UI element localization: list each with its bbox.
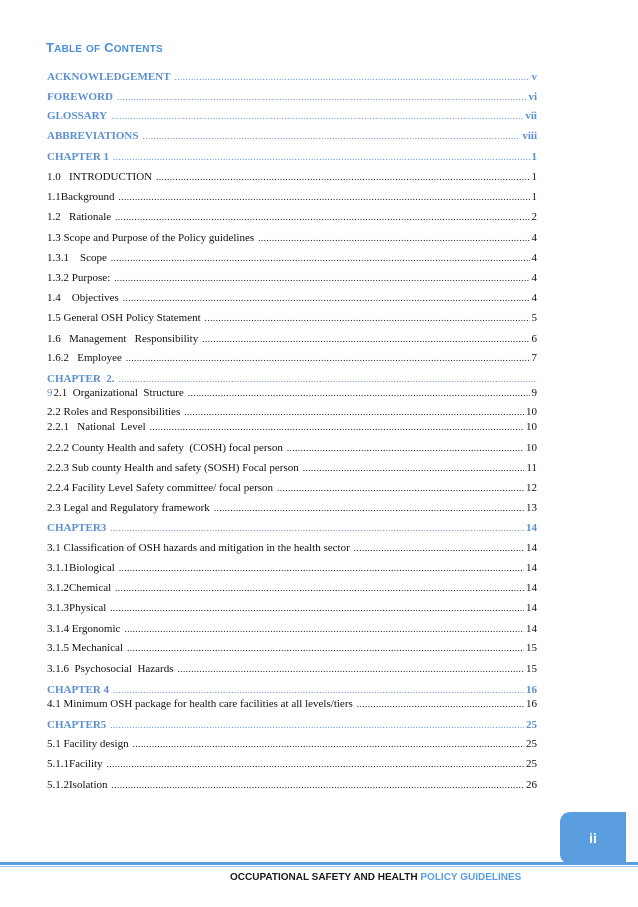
toc-entry[interactable] — [47, 663, 537, 676]
toc-entry-title: 1.2 Rationale — [47, 211, 112, 223]
toc-chapter-entry[interactable] — [47, 684, 537, 697]
toc-leader-dots — [205, 312, 530, 325]
toc-leader-dots — [110, 719, 524, 732]
toc-leader-dots — [117, 91, 526, 104]
toc-entry-page: 14 — [526, 582, 537, 594]
toc-leader-dots — [114, 272, 529, 285]
toc-leader-dots — [143, 130, 521, 143]
toc-leader-dots — [354, 542, 524, 555]
toc-entry[interactable] — [47, 421, 537, 434]
toc-entry-page: 10 — [526, 442, 537, 454]
toc-entry-page: 16 — [526, 684, 537, 696]
toc-entry-title: 1.5 General OSH Policy Statement — [47, 312, 201, 324]
toc-leader-dots — [156, 171, 529, 184]
toc-chapter-entry[interactable] — [47, 522, 537, 535]
toc-entry-page: v — [531, 71, 537, 83]
toc-entry-title: CHAPTER 4 — [47, 684, 110, 696]
toc-entry[interactable] — [47, 758, 537, 771]
toc-leader-dots — [188, 387, 530, 400]
toc-leader-dots — [113, 684, 524, 697]
toc-entry-page: 4 — [531, 272, 537, 284]
toc-entry[interactable] — [47, 232, 537, 245]
toc-entry-page: vi — [528, 91, 537, 103]
toc-leader-dots — [123, 292, 530, 305]
toc-leader-dots — [119, 562, 524, 575]
toc-leader-dots — [126, 352, 530, 365]
toc-entry-page: 7 — [531, 352, 537, 364]
toc-entry-title: CHAPTER 2. — [47, 373, 115, 385]
toc-entry[interactable] — [47, 352, 537, 365]
toc-entry-page: 25 — [526, 719, 537, 731]
toc-chapter-entry[interactable] — [47, 719, 537, 732]
toc-entry-title: 2.1 Organizational Structure — [53, 387, 184, 399]
toc-leader-dots — [115, 582, 524, 595]
toc-entry[interactable] — [47, 191, 537, 204]
toc-entry-page: 1 — [531, 151, 537, 163]
toc-entry-title: 5.1.2Isolation — [47, 779, 108, 791]
toc-entry-title: 2.3 Legal and Regulatory framework — [47, 502, 210, 514]
toc-entry[interactable] — [47, 462, 537, 475]
toc-leader-dots — [133, 738, 524, 751]
toc-entry-page: 10 — [526, 421, 537, 433]
toc-chapter-entry[interactable] — [47, 91, 537, 104]
toc-leader-dots — [110, 522, 524, 535]
toc-entry[interactable] — [47, 387, 537, 400]
toc-entry-page: 14 — [526, 522, 537, 534]
toc-entry-page: 9 — [531, 387, 537, 399]
toc-entry-prefix: 9 — [47, 387, 53, 399]
toc-entry-title: GLOSSARY — [47, 110, 108, 122]
toc-entry-page: 26 — [526, 779, 537, 791]
toc-entry-title: 2.2.2 County Health and safety (COSH) focal person — [47, 442, 283, 454]
toc-entry-title: 5.1.1Facility — [47, 758, 103, 770]
toc-entry-page: 15 — [526, 663, 537, 675]
toc-leader-dots — [112, 779, 525, 792]
toc-entry-page: vii — [525, 110, 537, 122]
toc-entry-page: 10 — [526, 406, 537, 418]
toc-entry-page: 4 — [531, 252, 537, 264]
toc-entry-title: 3.1.5 Mechanical — [47, 642, 124, 654]
toc-entry-page: 5 — [531, 312, 537, 324]
toc-leader-dots — [287, 442, 524, 455]
toc-entry[interactable] — [47, 502, 537, 515]
toc-entry-title: CHAPTER 1 — [47, 151, 110, 163]
toc-leader-dots — [111, 110, 523, 123]
toc-leader-dots — [124, 623, 524, 636]
toc-chapter-entry[interactable] — [47, 110, 537, 123]
toc-entry-page: 14 — [526, 542, 537, 554]
toc-entry[interactable] — [47, 623, 537, 636]
toc-entry-title: 3.1 Classification of OSH hazards and mitigation in the health sector — [47, 542, 350, 554]
toc-entry[interactable] — [47, 272, 537, 285]
toc-entry[interactable] — [47, 582, 537, 595]
toc-entry-page: 13 — [526, 502, 537, 514]
toc-leader-dots — [115, 211, 529, 224]
toc-entry-title: 3.1.3Physical — [47, 602, 107, 614]
toc-entry-page: 14 — [526, 602, 537, 614]
toc-leader-dots — [177, 663, 524, 676]
toc-entry[interactable] — [47, 211, 537, 224]
toc-entry-title: 3.1.1Biological — [47, 562, 115, 574]
toc-entry-page: 4 — [531, 292, 537, 304]
toc-entry-title: 1.6.2 Employee — [47, 352, 122, 364]
toc-entry[interactable] — [47, 642, 537, 655]
toc-leader-dots — [357, 698, 524, 711]
toc-entry[interactable] — [47, 171, 537, 184]
toc-entry-title: 1.6 Management Responsibility — [47, 333, 199, 345]
toc-entry-page: 12 — [526, 482, 537, 494]
page-number: ii — [589, 830, 597, 846]
toc-leader-dots — [127, 642, 524, 655]
toc-entry-title: 3.1.6 Psychosocial Hazards — [47, 663, 174, 675]
toc-entry-title: 3.1.4 Ergonomic — [47, 623, 121, 635]
toc-entry[interactable] — [47, 779, 537, 792]
toc-entry-title: 2.2 Roles and Responsibilities — [47, 406, 181, 418]
toc-entry-title: ABBREVIATIONS — [47, 130, 139, 142]
toc-entry-page: 25 — [526, 758, 537, 770]
toc-leader-dots — [119, 373, 535, 386]
toc-leader-dots — [113, 151, 529, 164]
toc-entry[interactable] — [47, 482, 537, 495]
footer-title: OCCUPATIONAL SAFETY AND HEALTH POLICY GUIDELINES — [230, 872, 522, 883]
toc-leader-dots — [258, 232, 529, 245]
toc-leader-dots — [277, 482, 524, 495]
toc-entry-title: 1.3.1 Scope — [47, 252, 107, 264]
toc-entry-title: 1.3 Scope and Purpose of the Policy guidelines — [47, 232, 255, 244]
toc-leader-dots — [214, 502, 524, 515]
toc-entry-title: 1.3.2 Purpose: — [47, 272, 111, 284]
toc-chapter-entry[interactable] — [47, 151, 537, 164]
toc-entry-page: 1 — [531, 191, 537, 203]
toc-entry-page: viii — [522, 130, 537, 142]
toc-leader-dots — [174, 71, 529, 84]
toc-entry-page: 4 — [531, 232, 537, 244]
toc-leader-dots — [303, 462, 525, 475]
toc-leader-dots — [184, 406, 524, 419]
toc-entry-page: 16 — [526, 698, 537, 710]
toc-entry-page: 2 — [531, 211, 537, 223]
toc-leader-dots — [107, 758, 524, 771]
page-number-badge — [560, 812, 626, 864]
toc-entry-title: 2.2.3 Sub county Health and safety (SOSH) Focal person — [47, 462, 299, 474]
toc-entry-title: 2.2.1 National Level — [47, 421, 146, 433]
toc-entry-title: FOREWORD — [47, 91, 113, 103]
toc-entry[interactable] — [47, 333, 537, 346]
toc-entry-title: 1.0 INTRODUCTION — [47, 171, 153, 183]
toc-entry-title: 2.2.4 Facility Level Safety committee/ focal person — [47, 482, 274, 494]
toc-leader-dots — [119, 191, 530, 204]
footer-rule — [0, 862, 638, 865]
toc-entry[interactable] — [47, 738, 537, 751]
toc-entry-title: ACKNOWLEDGEMENT — [47, 71, 171, 83]
toc-entry[interactable] — [47, 292, 537, 305]
toc-entry-page: 1 — [531, 171, 537, 183]
toc-leader-dots — [111, 252, 530, 265]
toc-entry-title: CHAPTER5 — [47, 719, 107, 731]
toc-entry-title: 1.4 Objectives — [47, 292, 119, 304]
toc-entry[interactable] — [47, 312, 537, 325]
toc-entry-page: 14 — [526, 562, 537, 574]
footer-rule-thin — [0, 866, 638, 867]
toc-entry-title: 3.1.2Chemical — [47, 582, 112, 594]
toc-title: TABLE OF CONTENTS — [46, 40, 163, 55]
toc-entry[interactable] — [47, 406, 537, 419]
toc-chapter-entry[interactable] — [47, 373, 537, 386]
toc-entry-page: 15 — [526, 642, 537, 654]
toc-leader-dots — [202, 333, 529, 346]
toc-entry[interactable] — [47, 602, 537, 615]
toc-leader-dots — [110, 602, 524, 615]
toc-chapter-entry[interactable] — [47, 71, 537, 84]
toc-entry-title: 4.1 Minimum OSH package for health care facilities at all levels/tiers — [47, 698, 353, 710]
toc-entry-page: 11 — [526, 462, 537, 474]
toc-entry[interactable] — [47, 252, 537, 265]
toc-entry-title: 5.1 Facility design — [47, 738, 129, 750]
toc-entry[interactable] — [47, 698, 537, 711]
toc-entry[interactable] — [47, 542, 537, 555]
toc-entry-page: 6 — [531, 333, 537, 345]
toc-entry[interactable] — [47, 442, 537, 455]
toc-leader-dots — [150, 421, 524, 434]
toc-entry-title: CHAPTER3 — [47, 522, 107, 534]
toc-entry-page: 14 — [526, 623, 537, 635]
toc-chapter-entry[interactable] — [47, 130, 537, 143]
toc-entry-page: 25 — [526, 738, 537, 750]
toc-entry-title: 1.1Background — [47, 191, 115, 203]
toc-entry[interactable] — [47, 562, 537, 575]
